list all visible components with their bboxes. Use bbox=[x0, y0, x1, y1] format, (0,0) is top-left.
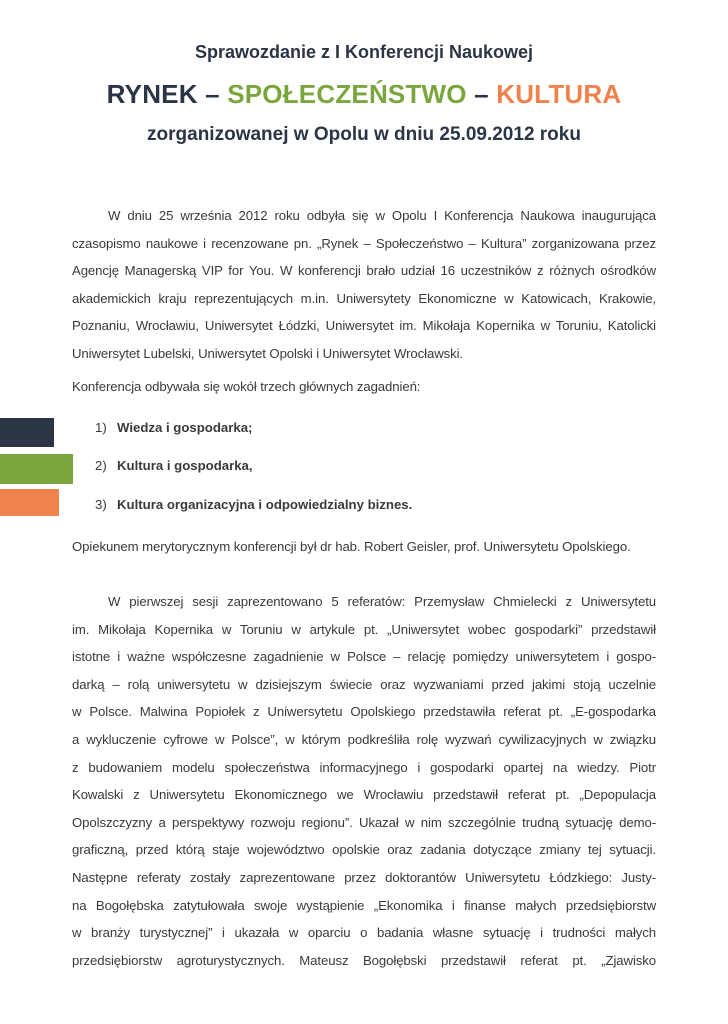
text-line: Agencję Managerską VIP for You. W konferencji brało udział 16 uczestników z różnych ośrodków bbox=[72, 263, 656, 279]
text-line: na Bogołębska zatytułowała swoje wystąpienie „Ekonomika i finanse małych przedsiębiorstw bbox=[72, 897, 656, 913]
list-label: Kultura i gospodarka, bbox=[117, 458, 253, 473]
text-line: Następne referaty zostały zaprezentowane przez doktorantów Uniwersytetu Łódzkiego: Justy- bbox=[72, 869, 656, 885]
title-word-kultura: KULTURA bbox=[496, 79, 622, 109]
list-item-1 bbox=[72, 414, 656, 442]
text-line: a wykluczenie cyfrowe w Polsce”, w którym podkreśliła rolę wyzwań cywilizacyjnych w związku bbox=[72, 731, 656, 747]
text-line: istotne i ważne współczesne zagadnienie w Polsce – relację pomiędzy uniwersytetem i gospo- bbox=[72, 649, 656, 665]
list-item-3 bbox=[72, 491, 656, 519]
title-separator-dash: – bbox=[466, 79, 497, 109]
conference-name-title bbox=[0, 78, 728, 110]
text-line: w branży turystycznej” i ukazała w oparciu o badania własne sytuację i trudności małych bbox=[72, 925, 656, 941]
paragraph-first-session bbox=[72, 588, 656, 974]
text-line: w Polsce. Malwina Popiołek z Uniwersytetu Opolskiego przedstawiła referat pt. „E-gospodarka bbox=[72, 704, 656, 720]
list-number: 3) bbox=[95, 497, 107, 512]
text-line: czasopismo naukowe i recenzowane pn. „Rynek – Społeczeństwo – Kultura” zorganizowana przez bbox=[72, 235, 656, 251]
report-title: Sprawozdanie z I Konferencji Naukowej bbox=[194, 42, 534, 62]
list-number: 1) bbox=[95, 420, 107, 435]
list-number: 2) bbox=[95, 458, 107, 473]
text-line: Konferencja odbywała się wokół trzech głównych zagadnień: bbox=[72, 379, 421, 394]
list-label: Wiedza i gospodarka; bbox=[117, 420, 253, 435]
title-separator-dash: – bbox=[197, 79, 228, 109]
text-line: Opiekunem merytorycznym konferencji był dr hab. Robert Geisler, prof. Uniwersytetu Opolskiego. bbox=[72, 539, 631, 554]
decorative-orange-block bbox=[0, 489, 59, 516]
decorative-navy-block bbox=[0, 418, 54, 447]
text-line: Opolszczyzny a perspektywy rozwoju regionu”. Ukazał w nim szczególnie trudną sytuację demo- bbox=[72, 814, 656, 830]
paragraph-introduction bbox=[72, 202, 656, 368]
text-line: przedsiębiorstw agroturystycznych. Mateusz Bogołębski przedstawił referat pt. „Zjawisko bbox=[72, 952, 656, 968]
text-line: akademickich kraju reprezentujących m.in. Uniwersytety Ekonomiczne w Katowicach, Krakowie, bbox=[72, 290, 656, 306]
text-line: Poznaniu, Wrocławiu, Uniwersytet Łódzki, Uniwersytet im. Mikołaja Kopernika w Toruniu, Katolicki bbox=[72, 318, 656, 334]
text-line: Uniwersytet Lubelski, Uniwersytet Opolski i Uniwersytet Wrocławski. bbox=[72, 345, 463, 361]
text-line: W dniu 25 września 2012 roku odbyła się w Opolu I Konferencja Naukowa inaugurująca bbox=[108, 208, 656, 223]
title-word-spoleczenstwo: SPOŁECZEŃSTWO bbox=[227, 79, 467, 109]
list-label: Kultura organizacyjna i odpowiedzialny biznes. bbox=[117, 497, 413, 512]
subtitle-date-place: zorganizowanej w Opolu w dniu 25.09.2012 roku bbox=[147, 124, 581, 145]
list-item-2 bbox=[72, 452, 656, 480]
list-intro-line bbox=[72, 373, 656, 401]
text-line: darką – rolą uniwersytetu w dzisiejszym świecie oraz wyzwaniami przed jakimi stoją uczelnie bbox=[72, 676, 656, 692]
text-line: Kowalski z Uniwersytetu Ekonomicznego we Wrocławiu przedstawił referat pt. „Depopulacja bbox=[72, 787, 656, 803]
text-line: W pierwszej sesji zaprezentowano 5 referatów: Przemysław Chmielecki z Uniwersytetu bbox=[108, 594, 656, 609]
title-word-rynek: RYNEK bbox=[106, 79, 198, 109]
text-line: im. Mikołaja Kopernika w Toruniu w artykule pt. „Uniwersytet wobec gospodarki” przedstawił bbox=[72, 621, 656, 637]
caretaker-line bbox=[72, 533, 656, 561]
text-line: z budowaniem modelu społeczeństwa informacyjnego i gospodarki opartej na wiedzy. Piotr bbox=[72, 759, 656, 775]
text-line: graficzną, przed którą staje województwo opolskie oraz zadania dotyczące zmiany tej sytuacji. bbox=[72, 842, 656, 858]
decorative-green-block bbox=[0, 454, 73, 484]
